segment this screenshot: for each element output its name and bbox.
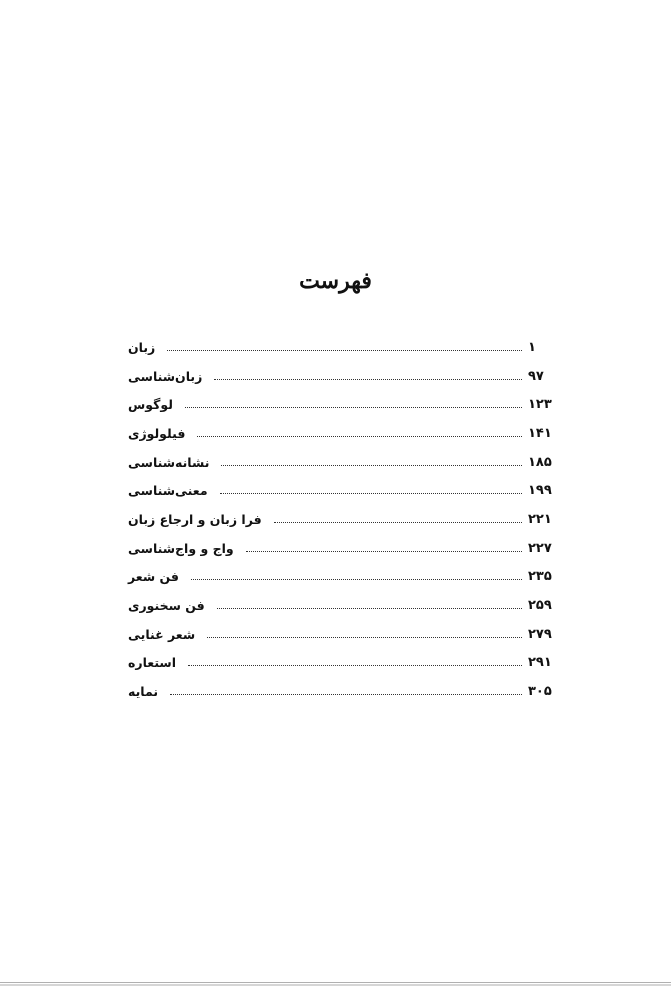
toc-entry[interactable] bbox=[118, 534, 558, 563]
dot-leader bbox=[170, 694, 522, 695]
toc-page-number: ۲۵۹ bbox=[528, 598, 552, 614]
toc-entry[interactable] bbox=[118, 677, 558, 706]
dot-leader bbox=[207, 637, 522, 638]
toc-page-number: ۱ bbox=[528, 339, 536, 355]
toc-entry-title: واج و واج‌شناسی bbox=[128, 540, 234, 556]
toc-page-number: ۱۹۹ bbox=[528, 483, 552, 499]
dot-leader bbox=[274, 522, 522, 523]
dot-leader bbox=[221, 465, 522, 466]
page-title: فهرست bbox=[299, 268, 372, 294]
toc-entry[interactable] bbox=[118, 505, 558, 534]
toc-page-number: ۲۷۹ bbox=[528, 626, 552, 642]
toc-page-number: ۲۲۷ bbox=[528, 540, 552, 556]
dot-leader bbox=[197, 436, 522, 437]
toc-entry-title: زبان‌شناسی bbox=[128, 368, 203, 384]
toc-entry-title: معنی‌شناسی bbox=[128, 483, 208, 499]
toc-entry[interactable] bbox=[118, 476, 558, 505]
toc-entry-title: شعر غنایی bbox=[128, 626, 196, 642]
toc-page-number: ۲۹۱ bbox=[528, 655, 552, 671]
toc-page-number: ۲۳۵ bbox=[528, 569, 552, 585]
toc-entry-title: فن سخنوری bbox=[128, 598, 205, 614]
toc-entry[interactable] bbox=[118, 419, 558, 448]
toc-entry-title: زبان bbox=[128, 339, 156, 355]
dot-leader bbox=[214, 379, 522, 380]
toc-entry-title: لوگوس bbox=[128, 397, 173, 413]
dot-leader bbox=[220, 493, 522, 494]
toc-entry[interactable] bbox=[118, 390, 558, 419]
table-of-contents bbox=[118, 333, 558, 706]
toc-entry-title: فیلولوژی bbox=[128, 425, 186, 441]
toc-page-number: ۳۰۵ bbox=[528, 684, 552, 700]
toc-entry-title: فن شعر bbox=[128, 569, 179, 585]
toc-page-number: ۲۲۱ bbox=[528, 511, 552, 527]
dot-leader bbox=[188, 665, 522, 666]
toc-entry-title: نمایه bbox=[128, 684, 159, 700]
page-edge-divider bbox=[0, 982, 671, 983]
toc-entry[interactable] bbox=[118, 649, 558, 678]
toc-entry[interactable] bbox=[118, 362, 558, 391]
dot-leader bbox=[191, 579, 522, 580]
toc-entry[interactable] bbox=[118, 333, 558, 362]
toc-entry[interactable] bbox=[118, 591, 558, 620]
toc-entry-title: فرا زبان و ارجاع زبان bbox=[128, 511, 262, 527]
toc-entry[interactable] bbox=[118, 563, 558, 592]
toc-entry-title: استعاره bbox=[128, 655, 177, 671]
dot-leader bbox=[167, 350, 522, 351]
toc-page-number: ۱۴۱ bbox=[528, 425, 552, 441]
toc-entry[interactable] bbox=[118, 620, 558, 649]
dot-leader bbox=[246, 551, 522, 552]
dot-leader bbox=[217, 608, 522, 609]
dot-leader bbox=[185, 407, 522, 408]
toc-entry-title: نشانه‌شناسی bbox=[128, 454, 210, 470]
toc-page-number: ۱۸۵ bbox=[528, 454, 552, 470]
toc-entry[interactable] bbox=[118, 448, 558, 477]
toc-page-number: ۹۷ bbox=[528, 368, 544, 384]
toc-page-number: ۱۲۳ bbox=[528, 397, 552, 413]
